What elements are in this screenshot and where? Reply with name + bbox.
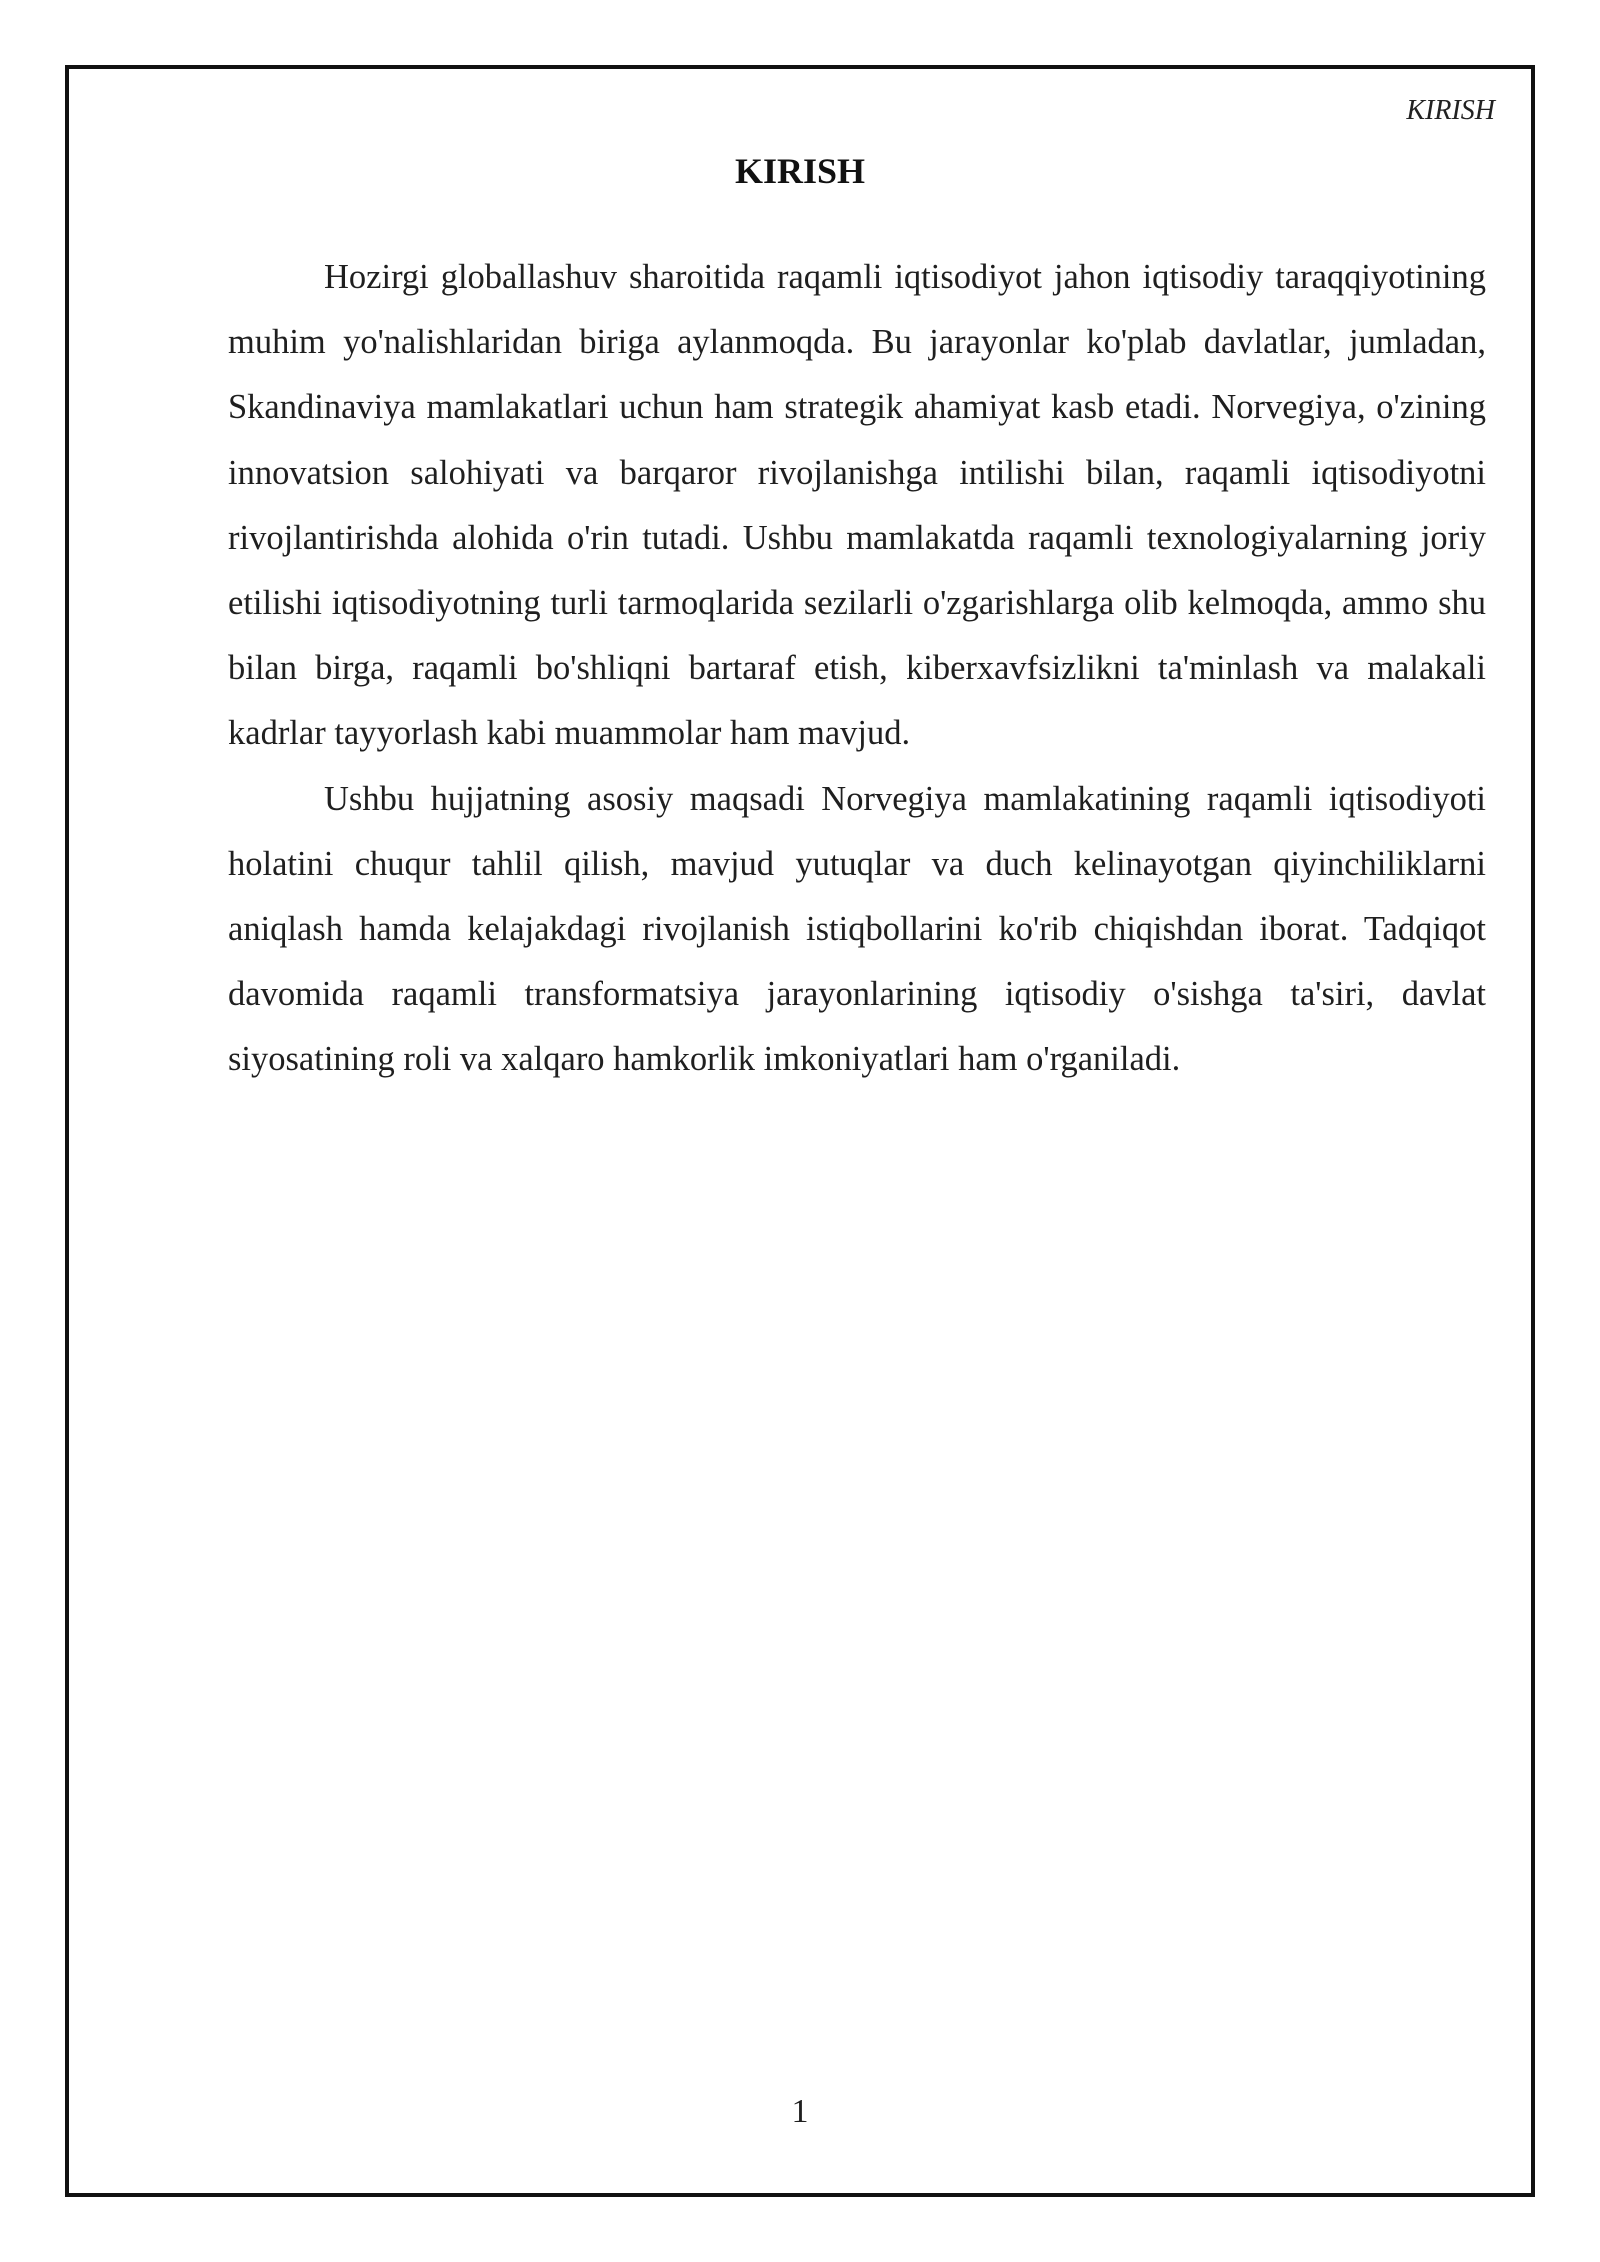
running-header: KIRISH	[1406, 95, 1495, 126]
document-body	[228, 245, 1486, 1093]
page-number: 1	[791, 2093, 809, 2130]
paragraph-2: Ushbu hujjatning asosiy maqsadi Norvegiya mamlakatining raqamli iqtisodiyoti holatini chuqur tahlil qilish, mavjud yutuqlar va duch kelinayotgan qiyinchiliklarni aniqlash hamda kelajakdagi rivojlanish istiqbollarini ko'rib chiqishdan iborat. Tadqiqot davomida raqamli transformatsiya jarayonlarining iqtisodiy o'sishga ta'siri, davlat siyosatining roli va xalqaro hamkorlik imkoniyatlari ham o'rganiladi.	[228, 779, 1486, 1079]
page-title: KIRISH	[734, 151, 866, 191]
paragraph-1: Hozirgi globallashuv sharoitida raqamli iqtisodiyot jahon iqtisodiy taraqqiyotining muhim yo'nalishlaridan biriga aylanmoqda. Bu jarayonlar ko'plab davlatlar, jumladan, Skandinaviya mamlakatlari uchun ham strategik ahamiyat kasb etadi. Norvegiya, o'zining innovatsion salohiyati va barqaror rivojlanishga intilishi bilan, raqamli iqtisodiyotni rivojlantirishda alohida o'rin tutadi. Ushbu mamlakatda raqamli texnologiyalarning joriy etilishi iqtisodiyotning turli tarmoqlarida sezilarli o'zgarishlarga olib kelmoqda, ammo shu bilan birga, raqamli bo'shliqni bartaraf etish, kiberxavfsizlikni ta'minlash va malakali kadrlar tayyorlash kabi muammolar ham mavjud.	[228, 258, 1486, 753]
